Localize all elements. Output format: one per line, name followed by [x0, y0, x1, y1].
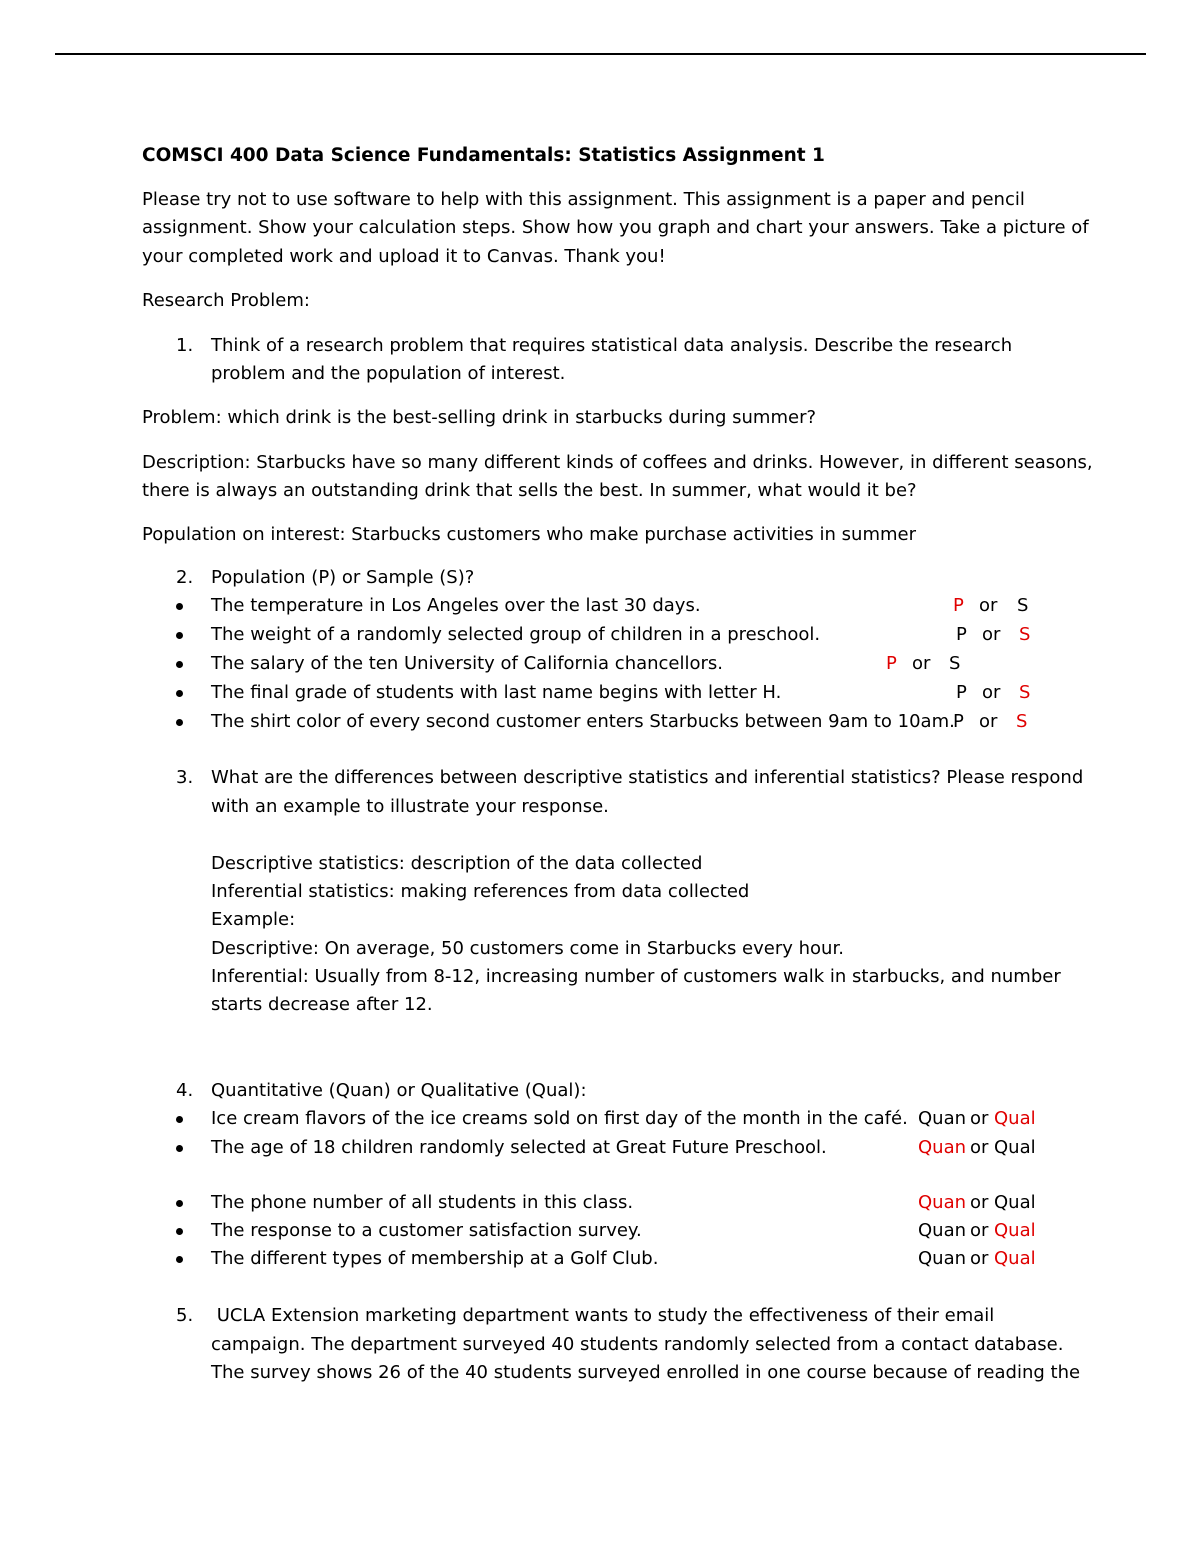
intro-line: assignment. Show your calculation steps. Show how you graph and chart your answers. Take a picture of	[142, 217, 1089, 238]
or-label: or	[970, 1220, 989, 1241]
research-heading: Research Problem:	[142, 290, 310, 311]
q3-number: 3.	[176, 767, 194, 788]
q3-answer-line: Inferential statistics: making references from data collected	[211, 881, 750, 902]
or-label: or	[970, 1192, 989, 1213]
q2-item-text: The temperature in Los Angeles over the last 30 days.	[211, 595, 701, 616]
q4-answer-quan: Quan	[918, 1192, 967, 1213]
q1-number: 1.	[176, 335, 194, 356]
q2-answer-p: P	[953, 595, 964, 616]
q2-item-text: The weight of a randomly selected group of children in a preschool.	[211, 624, 821, 645]
q2-answer-s: S	[1019, 682, 1031, 703]
description-line: there is always an outstanding drink that sells the best. In summer, what would it be?	[142, 480, 917, 501]
bullet	[176, 1116, 183, 1123]
q2-heading: Population (P) or Sample (S)?	[211, 567, 475, 588]
q4-item-text: The age of 18 children randomly selected at Great Future Preschool.	[211, 1137, 827, 1158]
description-line: Description: Starbucks have so many different kinds of coffees and drinks. However, in different seasons,	[142, 452, 1093, 473]
or-label: or	[970, 1137, 989, 1158]
q3-answer-line: Descriptive: On average, 50 customers come in Starbucks every hour.	[211, 938, 844, 959]
q5-line: The survey shows 26 of the 40 students surveyed enrolled in one course because of reading the	[211, 1362, 1081, 1383]
q2-answer-s: S	[1016, 711, 1028, 732]
q4-item-text: Ice cream flavors of the ice creams sold on first day of the month in the café.	[211, 1108, 908, 1129]
q4-answer-qual: Qual	[994, 1220, 1036, 1241]
q4-heading: Quantitative (Quan) or Qualitative (Qual):	[211, 1080, 587, 1101]
header-rule	[55, 53, 1146, 55]
or-label: or	[979, 595, 998, 616]
bullet	[176, 1228, 183, 1235]
q2-item-text: The salary of the ten University of California chancellors.	[211, 653, 724, 674]
q2-answer-p: P	[886, 653, 897, 674]
q4-item-text: The different types of membership at a Golf Club.	[211, 1248, 659, 1269]
q3-answer-line: starts decrease after 12.	[211, 994, 433, 1015]
q4-answer-qual: Qual	[994, 1108, 1036, 1129]
bullet	[176, 690, 183, 697]
q4-option-quan: Quan	[918, 1220, 967, 1241]
q5-number: 5.	[176, 1305, 194, 1326]
q4-option-quan: Quan	[918, 1108, 967, 1129]
q4-item-text: The response to a customer satisfaction survey.	[211, 1220, 642, 1241]
bullet	[176, 1200, 183, 1207]
q4-answer-quan: Quan	[918, 1137, 967, 1158]
intro-line: Please try not to use software to help with this assignment. This assignment is a paper and pencil	[142, 189, 1025, 210]
q4-option-quan: Quan	[918, 1248, 967, 1269]
q3-line: with an example to illustrate your response.	[211, 796, 609, 817]
bullet	[176, 719, 183, 726]
page-title: COMSCI 400 Data Science Fundamentals: Statistics Assignment 1	[142, 145, 825, 166]
q2-option-p: P	[953, 711, 964, 732]
q4-option-qual: Qual	[994, 1192, 1036, 1213]
q5-line: UCLA Extension marketing department wants to study the effectiveness of their email	[211, 1305, 995, 1326]
q3-answer-line: Inferential: Usually from 8-12, increasing number of customers walk in starbucks, and number	[211, 966, 1061, 987]
or-label: or	[912, 653, 931, 674]
bullet	[176, 661, 183, 668]
or-label: or	[982, 624, 1001, 645]
q2-option-p: P	[956, 624, 967, 645]
q2-number: 2.	[176, 567, 194, 588]
population-text: Population on interest: Starbucks customers who make purchase activities in summer	[142, 524, 916, 545]
bullet	[176, 1145, 183, 1152]
q5-line: campaign. The department surveyed 40 students randomly selected from a contact database.	[211, 1334, 1064, 1355]
q2-option-s: S	[1017, 595, 1029, 616]
q2-option-s: S	[949, 653, 961, 674]
q3-answer-line: Example:	[211, 909, 296, 930]
q2-item-text: The shirt color of every second customer enters Starbucks between 9am to 10am.	[211, 711, 955, 732]
q4-item-text: The phone number of all students in this class.	[211, 1192, 634, 1213]
or-label: or	[982, 682, 1001, 703]
q1-line: problem and the population of interest.	[211, 363, 566, 384]
bullet	[176, 603, 183, 610]
or-label: or	[979, 711, 998, 732]
q3-line: What are the differences between descriptive statistics and inferential statistics? Please respond	[211, 767, 1084, 788]
q4-option-qual: Qual	[994, 1137, 1036, 1158]
q2-item-text: The final grade of students with last name begins with letter H.	[211, 682, 782, 703]
q2-answer-s: S	[1019, 624, 1031, 645]
q4-answer-qual: Qual	[994, 1248, 1036, 1269]
q3-answer-line: Descriptive statistics: description of the data collected	[211, 853, 703, 874]
bullet	[176, 1256, 183, 1263]
q1-line: Think of a research problem that requires statistical data analysis. Describe the research	[211, 335, 1013, 356]
bullet	[176, 632, 183, 639]
or-label: or	[970, 1108, 989, 1129]
or-label: or	[970, 1248, 989, 1269]
q2-option-p: P	[956, 682, 967, 703]
intro-line: your completed work and upload it to Canvas. Thank you!	[142, 246, 666, 267]
q4-number: 4.	[176, 1080, 194, 1101]
problem-text: Problem: which drink is the best-selling drink in starbucks during summer?	[142, 407, 817, 428]
